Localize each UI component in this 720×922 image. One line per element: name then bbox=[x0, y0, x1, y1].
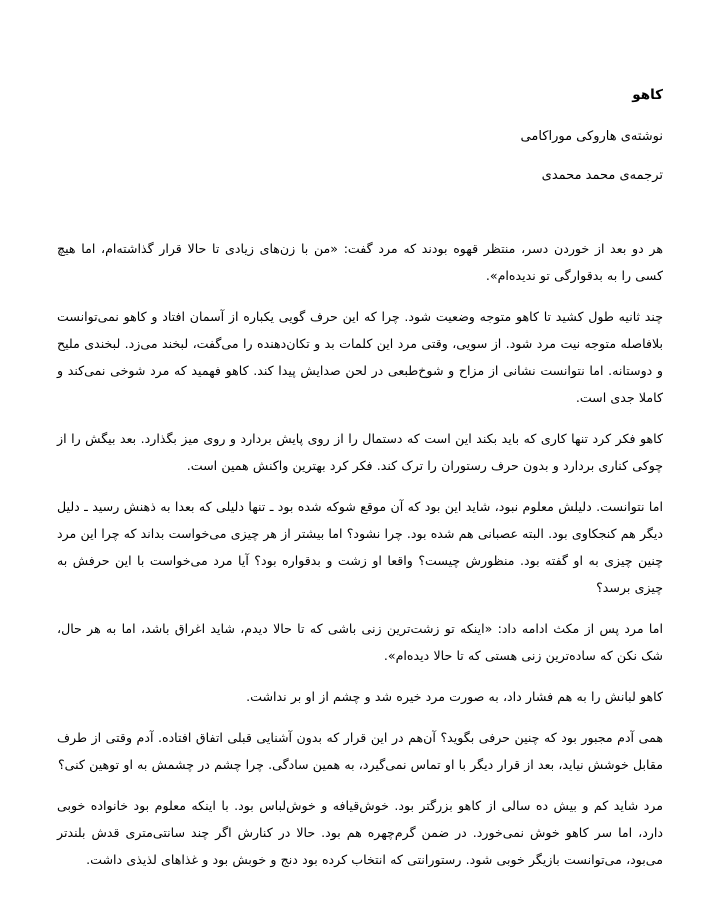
translator-byline: ترجمه‌ی محمد محمدی bbox=[541, 168, 663, 183]
paragraph: اما نتوانست. دلیلش معلوم نبود، شاید این بود که آن موقع شوکه شده بود ـ تنها دلیلی که بعدا به ذهنش رسید ـ دلیل دیگر هم کنجکاوی بود. البته عصبانی هم شده بود. چرا نشود؟ اما بیشتر از هر چیزی می‌خواست بداند که چرا این مرد چنین چیزی به او گفته بود. منظورش چیست؟ واقعا او زشت و بدقواره بود؟ آیا مرد می‌خواست با این حرفش به چیزی برسد؟ bbox=[56, 499, 663, 595]
paragraph: کاهو فکر کرد تنها کاری که باید بکند این است که دستمال را از روی پایش بردارد و روی میز بگذارد. بعد بیگش را از چوکی کناری بردارد و بدون حرف رستوران را ترک کند. فکر کرد بهترین واکنش همین است. bbox=[57, 431, 663, 473]
paragraph: چند ثانیه طول کشید تا کاهو متوجه وضعیت شود. چرا که این حرف گویی یکباره از آسمان افتاد و کاهو نمی‌توانست بلافاصله متوجه نیت مرد شود. از سویی، وقتی مرد این کلمات بد و تکان‌دهنده را می‌گفت، لبخند می‌زد. لبخندی ملیح و دوستانه. اما نتوانست نشانی از مزاح و شوخ‌طبعی در لحن صدایش پیدا کند. کاهو فهمید که مرد شوخی نمی‌کند و کاملا جدی است. bbox=[57, 309, 663, 405]
author-byline: نوشته‌ی هاروکی موراکامی bbox=[520, 129, 663, 144]
paragraph: هر دو بعد از خوردن دسر، منتظر قهوه بودند که مرد گفت: «من با زن‌های زیادی تا حالا قرار گذاشته‌ام، اما هیچ کسی را به بدقوارگی تو ندیده‌ام». bbox=[57, 241, 663, 283]
paragraph: اما مرد پس از مکث ادامه داد: «اینکه تو زشت‌ترین زنی باشی که تا حالا دیدم، شاید اغراق باشد، اما به هر حال، شک نکن که ساده‌ترین زنی هستی که تا حالا دیده‌ام». bbox=[57, 621, 663, 663]
page-title: کاهو bbox=[632, 87, 663, 103]
paragraph: کاهو لبانش را به هم فشار داد، به صورت مرد خیره شد و چشم از او بر نداشت. bbox=[246, 689, 663, 704]
paragraph: مرد شاید کم و بیش ده سالی از کاهو بزرگتر بود. خوش‌قیافه و خوش‌لباس بود. با اینکه معلوم بود خانواده خوبی دارد، اما سر کاهو خوش نمی‌خورد. در ضمن گرم‌چهره هم بود. حالا در کنارش اگر چند سانتی‌متری قدش بلندتر می‌بود، می‌توانست بازیگر خوبی شود. رستورانتی که انتخاب کرده بود دنج و خوبش بود و غذاهای لذیذی داشت. bbox=[57, 798, 663, 867]
body-text bbox=[57, 235, 663, 873]
paragraph: همی آدم مجبور بود که چنین حرفی بگوید؟ آن‌هم در این قرار که بدون آشنایی قبلی اتفاق افتاده. آدم وقتی از طرف مقابل خوشش نیاید، بعد از قرار دیگر با او تماس نمی‌گیرد، به همین سادگی. چرا چشم در چشمش به او توهین کنی؟ bbox=[57, 730, 663, 772]
document-content bbox=[57, 82, 663, 873]
